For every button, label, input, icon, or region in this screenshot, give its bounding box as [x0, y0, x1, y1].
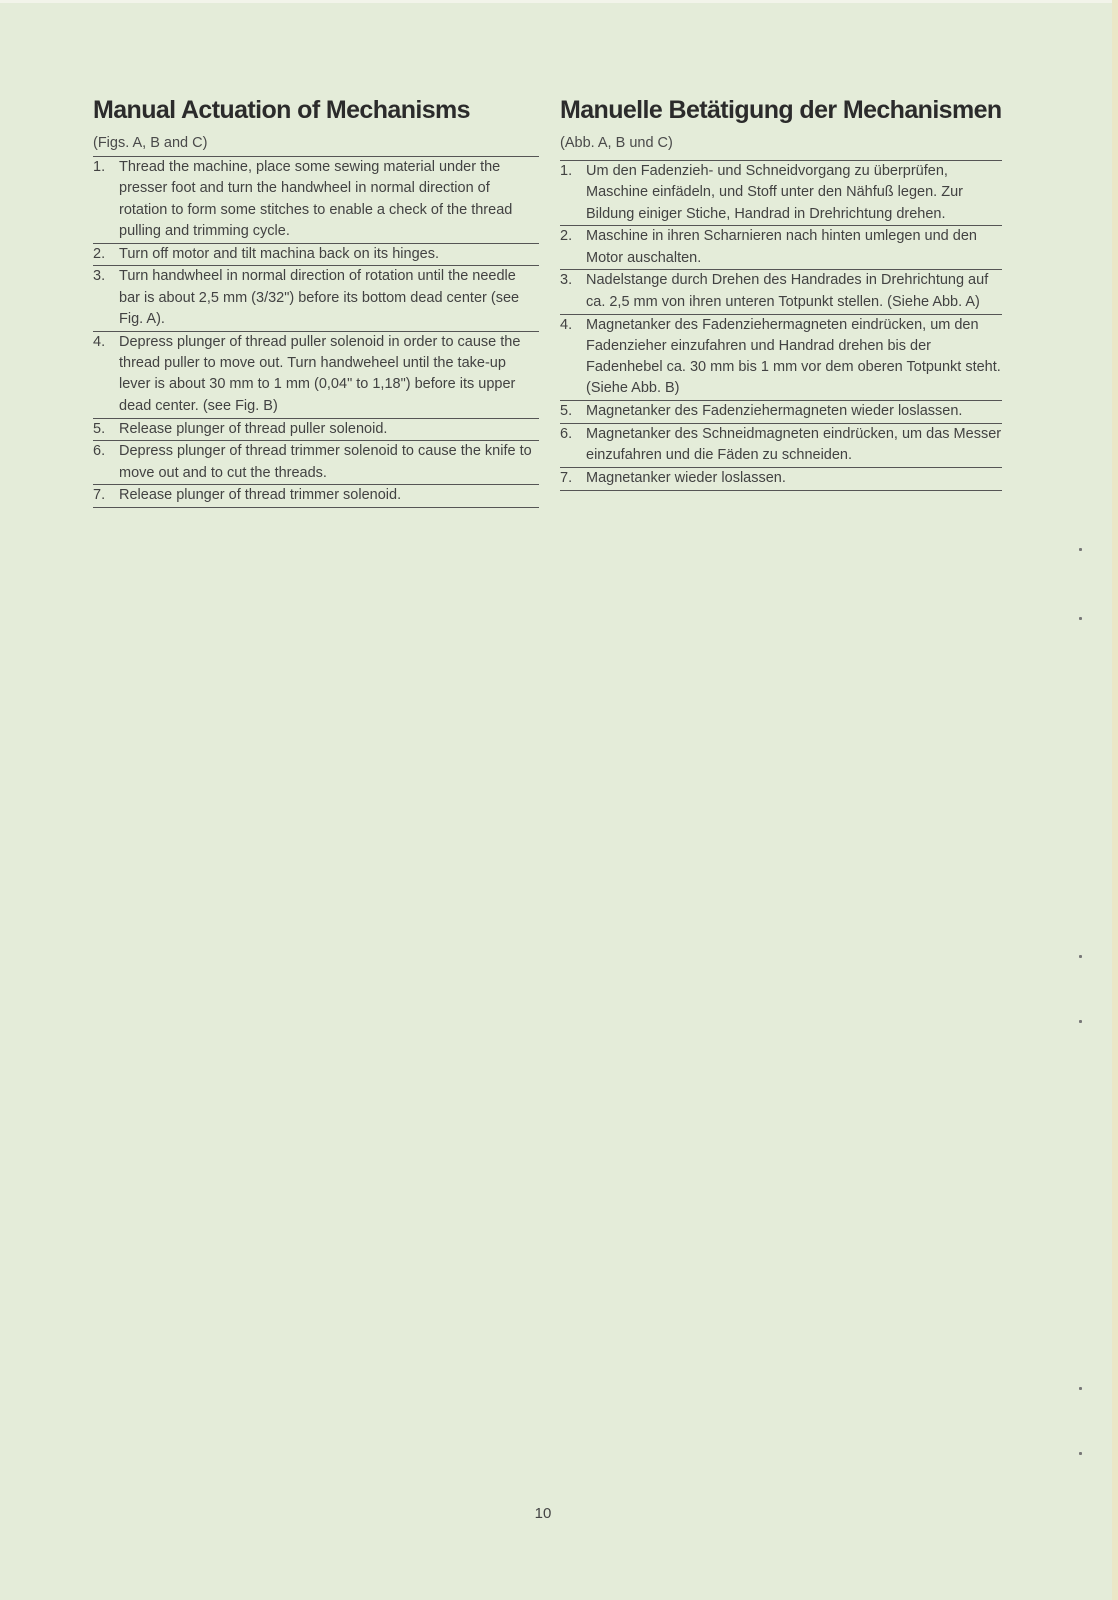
step-text: Magnetanker des Fadenziehermagneten eindrücken, um den Fadenzieher einzufahren und Handrad drehen bis der Fadenhebel ca. 30 mm bis 1 mm vor dem oberen Totpunkt steht. (Siehe Abb. B) [586, 316, 1001, 397]
english-column [93, 96, 539, 508]
step-item [93, 244, 539, 267]
step-text: Magnetanker wieder loslassen. [586, 470, 786, 487]
german-subtitle: (Abb. A, B und C) [560, 135, 673, 151]
step-text: Nadelstange durch Drehen des Handrades in Drehrichtung auf ca. 2,5 mm von ihren unteren Totpunkt stellen. (Siehe Abb. A) [586, 272, 989, 310]
step-item [93, 485, 539, 508]
scan-speck [1079, 617, 1082, 620]
step-text: Release plunger of thread trimmer solenoid. [119, 487, 402, 504]
step-item [560, 226, 1002, 270]
step-number: 7. [93, 487, 106, 504]
step-item [93, 332, 539, 419]
german-column [560, 96, 1002, 491]
page-edge-top [0, 0, 1118, 3]
step-number: 6. [560, 426, 573, 443]
step-text: Um den Fadenzieh- und Schneidvorgang zu überprüfen, Maschine einfädeln, und Stoff unter den Nähfuß legen. Zur Bildung einiger Stiche, Handrad in Drehrichtung drehen. [586, 163, 963, 222]
scan-speck [1079, 1452, 1082, 1455]
step-text: Thread the machine, place some sewing material under the presser foot and turn the handwheel in normal direction of rotation to form some stitches to enable a check of the thread pulling and trimming cycle. [119, 159, 513, 239]
step-text: Depress plunger of thread trimmer solenoid to cause the knife to move out and to cut the threads. [119, 443, 532, 481]
scan-speck [1079, 548, 1082, 551]
step-text: Release plunger of thread puller solenoid. [119, 420, 388, 437]
step-number: 1. [93, 159, 106, 175]
step-item [560, 468, 1002, 491]
step-item [560, 401, 1002, 424]
page-edge-right [1112, 0, 1118, 1600]
step-item [93, 157, 539, 244]
step-item [93, 266, 539, 331]
english-steps [93, 156, 539, 508]
scan-speck [1079, 1387, 1082, 1390]
step-number: 5. [560, 403, 573, 420]
step-number: 6. [93, 443, 106, 460]
step-text: Depress plunger of thread puller solenoid in order to cause the thread puller to move out. Turn handweheel until the take-up lever is about 30 mm to 1 mm (0,04" to 1,18") before its upper dead center. (see Fig. B) [119, 333, 521, 414]
step-number: 4. [560, 316, 573, 333]
step-item [93, 419, 539, 442]
step-item [93, 441, 539, 485]
page-number: 10 [534, 1505, 552, 1522]
german-title: Manuelle Betätigung der Mechanismen [560, 96, 1002, 124]
step-number: 1. [560, 163, 573, 179]
step-number: 5. [93, 420, 106, 437]
step-text: Turn handwheel in normal direction of rotation until the needle bar is about 2,5 mm (3/32") before its bottom dead center (see Fig. A). [119, 268, 520, 328]
step-item [560, 315, 1002, 402]
step-number: 7. [560, 470, 573, 487]
scan-speck [1079, 1020, 1082, 1023]
step-number: 3. [560, 272, 573, 289]
german-steps [560, 160, 1002, 491]
step-number: 2. [93, 245, 106, 262]
scan-speck [1079, 955, 1082, 958]
step-number: 4. [93, 333, 106, 350]
english-title: Manual Actuation of Mechanisms [93, 96, 470, 124]
step-item [560, 424, 1002, 468]
step-number: 2. [560, 228, 573, 245]
german-title-block [560, 96, 1002, 158]
step-item [560, 270, 1002, 314]
step-text: Turn off motor and tilt machina back on its hinges. [119, 245, 439, 262]
step-item [560, 161, 1002, 226]
step-text: Magnetanker des Fadenziehermagneten wieder loslassen. [586, 403, 963, 420]
step-text: Maschine in ihren Scharnieren nach hinten umlegen und den Motor auschalten. [586, 228, 977, 266]
step-text: Magnetanker des Schneidmagneten eindrücken, um das Messer einzufahren und die Fäden zu schneiden. [586, 426, 1002, 464]
step-number: 3. [93, 268, 106, 285]
english-subtitle: (Figs. A, B and C) [93, 135, 208, 151]
